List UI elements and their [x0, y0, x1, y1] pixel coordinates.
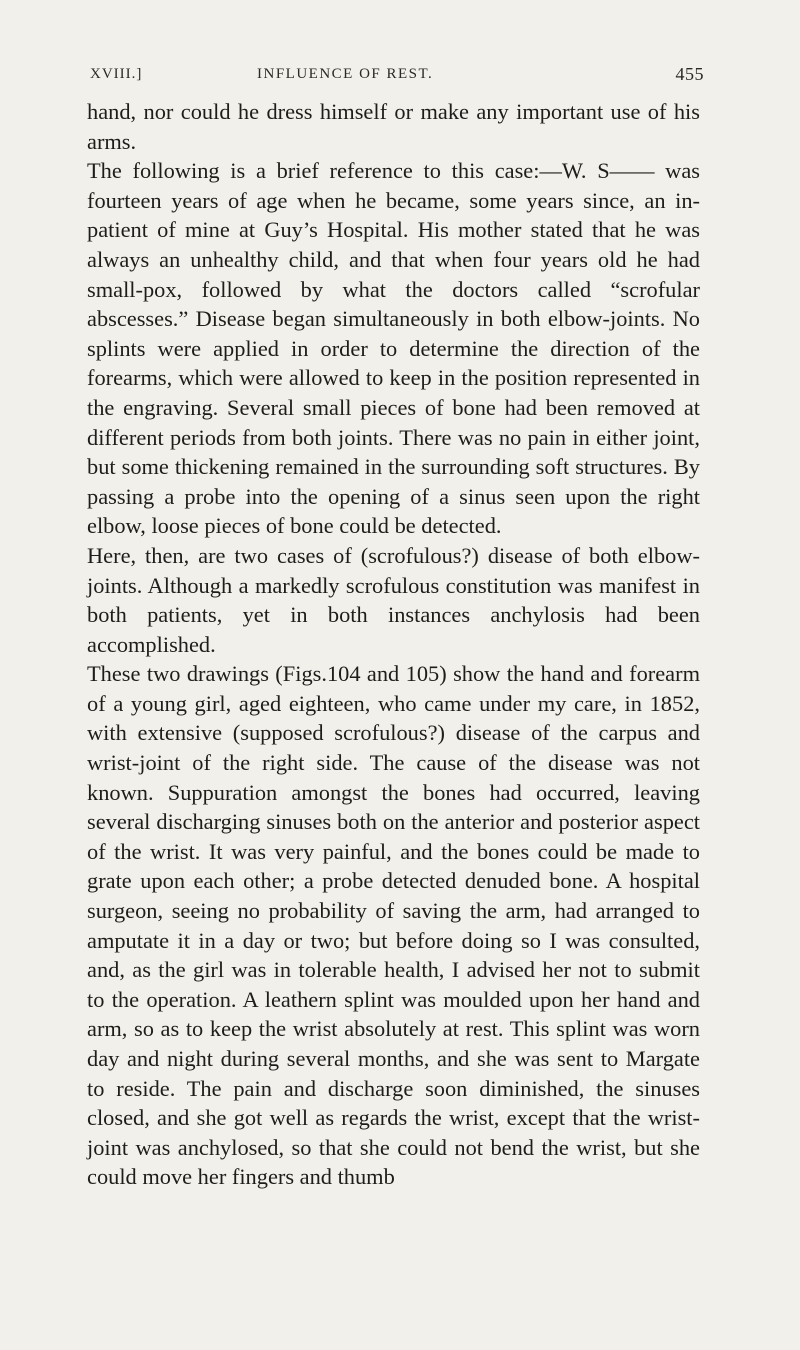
- body-text: [87, 97, 700, 1192]
- running-title: INFLUENCE OF REST.: [257, 66, 434, 82]
- chapter-number: XVIII.]: [90, 66, 143, 82]
- running-head: [87, 62, 704, 88]
- paragraph-continuation: hand, nor could he dress himself or make any important use of his arms.: [87, 99, 700, 154]
- paragraph: These two drawings (Figs.104 and 105) show the hand and forearm of a young girl, aged eighteen, who came under my care, in 1852, with extensive (supposed scrofulous?) disease of the carpus and wrist-joint of the right side. The cause of the disease was not known. Suppuration amongst the bones had occurred, leaving several discharging sinuses both on the anterior and posterior aspect of the wrist. It was very painful, and the bones could be made to grate upon each other; a probe detected denuded bone. A hospital surgeon, seeing no probability of saving the arm, had arranged to amputate it in a day or two; but before doing so I was consulted, and, as the girl was in tolerable health, I advised her not to submit to the operation. A leathern splint was moulded upon her hand and arm, so as to keep the wrist absolutely at rest. This splint was worn day and night during several months, and she was sent to Margate to reside. The pain and discharge soon diminished, the sinuses closed, and she got well as regards the wrist, except that the wrist-joint was anchylosed, so that she could not bend the wrist, but she could move her fingers and thumb: [87, 661, 700, 1190]
- paragraph: Here, then, are two cases of (scrofulous?) disease of both elbow-joints. Although a markedly scrofulous constitution was manifest in both patients, yet in both instances anchylosis had been accomplished.: [87, 542, 700, 657]
- paragraph: The following is a brief reference to this case:—W. S—— was fourteen years of age when he became, some years since, an in-patient of mine at Guy’s Hospital. His mother stated that he was always an unhealthy child, and that when four years old he had small-pox, followed by what the doctors called “scrofular abscesses.” Disease began simultaneously in both elbow-joints. No splints were applied in order to determine the direction of the forearms, which were allowed to keep in the position represented in the engraving. Several small pieces of bone had been removed at different periods from both joints. There was no pain in either joint, but some thickening remained in the surrounding soft structures. By passing a probe into the opening of a sinus seen upon the right elbow, loose pieces of bone could be detected.: [87, 158, 700, 539]
- page-number: 455: [675, 64, 704, 84]
